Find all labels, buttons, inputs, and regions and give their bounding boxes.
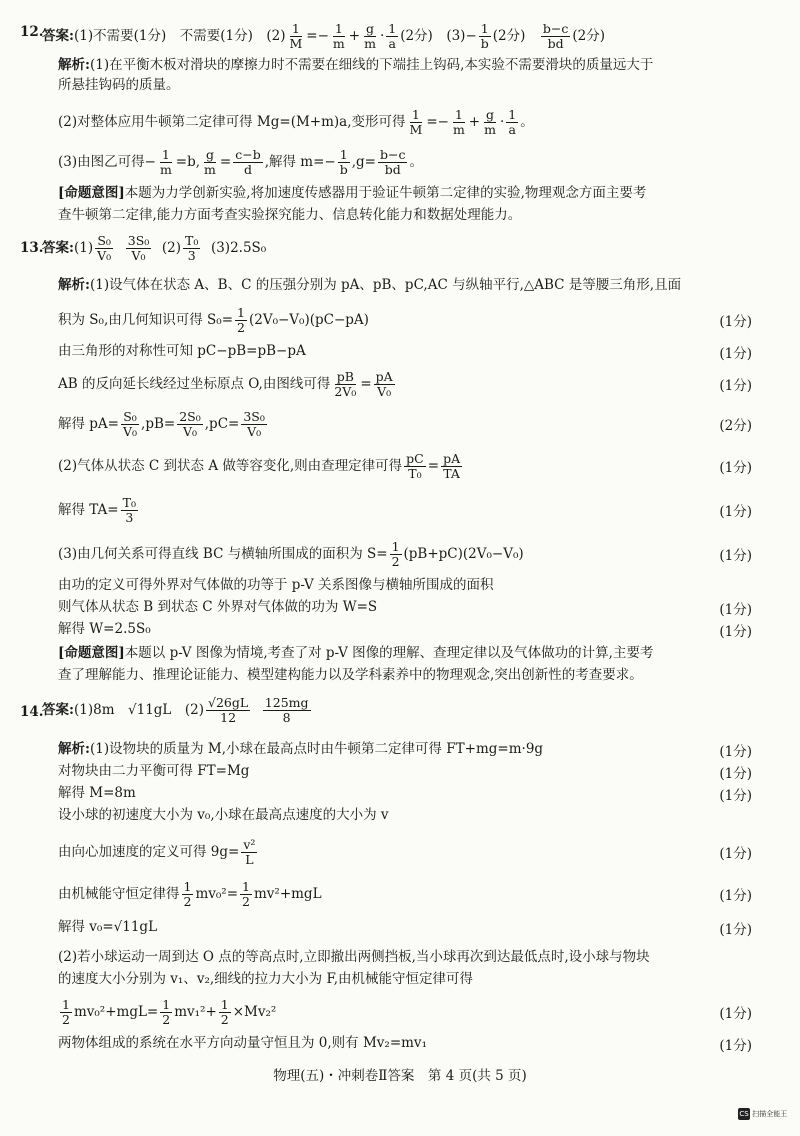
q14-line-3: 解得 M=8m — [58, 785, 136, 801]
q12-explanation-2: (2)对整体应用牛顿第二定律可得 Mg=(M+m)a,变形可得 $\frac{1}{M}$ =− $\frac{1}{m}$ + $\frac{g}{m}$ · $\frac{1}{a}$ 。 — [58, 107, 534, 137]
score: (1分) — [719, 314, 752, 330]
cs-logo-icon: CS — [739, 1110, 749, 1118]
q13-line-4: AB 的反向延长线经过坐标原点 O,由图线可得 $\frac{pB}{\text{2V₀}}$ = $\frac{pA}{\text{V₀}}$ — [58, 369, 393, 399]
q12-explanation-1b: 所悬挂钩码的质量。 — [58, 77, 180, 93]
q14-line-9: 的速度大小分别为 v₁、v₂,细线的拉力大小为 F,由机械能守恒定律可得 — [58, 971, 474, 987]
score: (1分) — [719, 744, 752, 760]
question-number: 12. — [20, 24, 44, 40]
score: (1分) — [719, 624, 752, 640]
score: (1分) — [719, 846, 752, 862]
q14-line-4: 设小球的初速度大小为 v₀,小球在最高点速度的大小为 v — [58, 807, 389, 823]
q12-explanation-3: (3)由图乙可得− $\frac{1}{m}$ =b, $\frac{g}{m}$ = $\frac{c-b}{d}$ ,解得 m=− $\frac{1}{b}$ ,g= $\frac{b-c}{bd}$ 。 — [58, 147, 423, 177]
score: (1分) — [719, 548, 752, 564]
question-number: 14. — [20, 704, 44, 720]
q14-line-8: (2)若小球运动一周到达 O 点的等高点时,立即撤出两侧挡板,当小球再次到达最低点时,设小球与物块 — [58, 949, 650, 965]
q14-answer: 答案:(1)8m √11gL (2) $\frac{√26gL}{12}$ $\frac{125mg}{8}$ — [42, 695, 309, 725]
q14-line-5: 由向心加速度的定义可得 9g= $\frac{\text{v²}}{L}$ — [58, 837, 256, 867]
q13-line-7: 解得 TA= $\frac{\text{T₀}}{3}$ — [58, 495, 136, 525]
q14-line-1: 解析:(1)设物块的质量为 M,小球在最高点时由牛顿第二定律可得 FT+mg=m·9g — [58, 741, 544, 757]
q14-line-6: 由机械能守恒定律得 $\frac{1}{2}$ mv₀²= $\frac{1}{2}$ mv²+mgL — [58, 879, 322, 909]
score: (1分) — [719, 602, 752, 618]
q14-line-7: 解得 v₀=√11gL — [58, 919, 158, 935]
score: (1分) — [719, 504, 752, 520]
q13-line-10: 则气体从状态 B 到状态 C 外界对气体做的功为 W=S — [58, 599, 378, 615]
q12-intent-2: 查牛顿第二定律,能力方面考查实验探究能力、信息转化能力和数据处理能力。 — [58, 207, 522, 223]
q13-intent-2: 查了理解能力、推理论证能力、模型建构能力以及学科素养中的物理观念,突出创新性的考查要求。 — [58, 667, 643, 683]
q13-line-3: 由三角形的对称性可知 pC−pB=pB−pA — [58, 343, 306, 359]
score: (1分) — [719, 1038, 752, 1054]
q13-line-6: (2)气体从状态 C 到状态 A 做等容变化,则由查理定律可得 $\frac{pC}{\text{T₀}}$ = $\frac{pA}{TA}$ — [58, 451, 461, 481]
scanner-watermark — [738, 1108, 794, 1130]
q13-line-11: 解得 W=2.5S₀ — [58, 621, 151, 637]
score: (1分) — [719, 888, 752, 904]
q13-line-9: 由功的定义可得外界对气体做的功等于 p-V 关系图像与横轴所围成的面积 — [58, 577, 494, 593]
q13-line-1: 解析:(1)设气体在状态 A、B、C 的压强分别为 pA、pB、pC,AC 与纵轴平行,△ABC 是等腰三角形,且面 — [58, 277, 682, 293]
score: (1分) — [719, 378, 752, 394]
score: (1分) — [719, 1006, 752, 1022]
q14-line-2: 对物块由二力平衡可得 FT=Mg — [58, 763, 250, 779]
page-footer: 物理(五)・冲刺卷Ⅱ答案 第 4 页(共 5 页) — [273, 1068, 527, 1084]
q14-line-11: 两物体组成的系统在水平方向动量守恒且为 0,则有 Mv₂=mv₁ — [58, 1035, 427, 1051]
score: (1分) — [719, 346, 752, 362]
score: (1分) — [719, 788, 752, 804]
q14-line-10: $\frac{1}{2}$ mv₀²+mgL= $\frac{1}{2}$ mv₁²+ $\frac{1}{2}$ ×Mv₂² — [62, 997, 277, 1027]
question-number: 13. — [20, 240, 44, 256]
score: (1分) — [719, 766, 752, 782]
q12-answer: 答案:(1)不需要(1分) 不需要(1分) (2) $\frac{1}{M}$ =− $\frac{1}{m}$ + $\frac{g}{m}$ · $\frac{1}{a}$ (2分) (3)− $\frac{1}{b}$ (2分) $\frac{b-c}{bd}$ (2分) — [42, 21, 606, 51]
q13-intent-1: [命题意图]本题以 p-V 图像为情境,考查了对 p-V 图像的理解、查理定律以及气体做功的计算,主要考 — [58, 645, 654, 661]
q12-explanation-1: 解析:(1)在平衡木板对滑块的摩擦力时不需要在细线的下端挂上钩码,本实验不需要滑块的质量远大于 — [58, 57, 654, 73]
q13-line-2: 积为 S₀,由几何知识可得 S₀= $\frac{1}{2}$ (2V₀−V₀)(pC−pA) — [58, 305, 369, 335]
q13-line-8: (3)由几何关系可得直线 BC 与横轴所围成的面积为 S= $\frac{1}{2}$ (pB+pC)(2V₀−V₀) — [58, 539, 524, 569]
score: (1分) — [719, 460, 752, 476]
watermark-text: 扫描全能王 — [752, 1110, 788, 1118]
score: (1分) — [719, 922, 752, 938]
score: (2分) — [719, 418, 752, 434]
q12-intent-1: [命题意图]本题为力学创新实验,将加速度传感器用于验证牛顿第二定律的实验,物理观念方面主要考 — [58, 185, 647, 201]
q13-answer: 答案:(1) $\frac{\text{S₀}}{\text{V₀}}$ $\frac{\text{3S₀}}{\text{V₀}}$ (2) $\frac{\text{T₀}}{3}$ (3)2.5S₀ — [42, 233, 267, 263]
q13-line-5: 解得 pA= $\frac{\text{S₀}}{\text{V₀}}$ ,pB= $\frac{\text{2S₀}}{\text{V₀}}$ ,pC= $\frac{\text{3S₀}}{\text{V₀}}$ — [58, 409, 265, 439]
